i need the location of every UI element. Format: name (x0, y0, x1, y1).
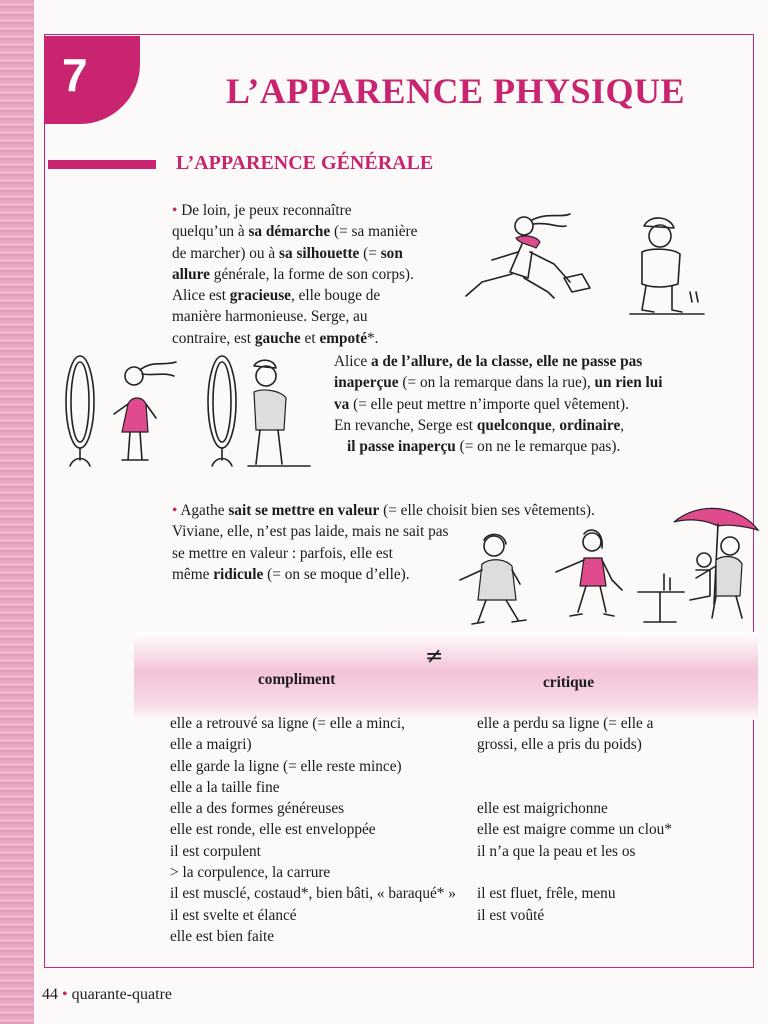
bullet: • (172, 502, 178, 519)
list-item: il est svelte et élancé (170, 906, 297, 924)
section-title: L’APPARENCE GÉNÉRALE (176, 152, 434, 174)
list-item (477, 926, 747, 947)
critique-list (477, 713, 747, 947)
footer-dot: • (62, 986, 68, 1003)
list-item: > la corpulence, la carrure (170, 864, 331, 882)
paragraph-allure: Alice a de l’allure, de la classe, elle ne passe pas inaperçue (= on la remarque dans la rue), un rien lui va (= elle peut mettre n’importe quel vêtement). En revanche, Serge est quelconque, ordinaire, il passe inaperçu (= on ne le remarque pas). (334, 353, 663, 456)
section-bar (48, 160, 156, 169)
critique-header: critique (543, 674, 594, 691)
compliment-header: compliment (258, 671, 336, 688)
comparison-header-background (134, 632, 758, 720)
list-item: il est fluet, frêle, menu (477, 885, 616, 903)
list-item: il est musclé, costaud*, bien bâti, « baraqué* » (170, 885, 456, 903)
list-item: il n’a que la peau et les os (477, 842, 636, 860)
list-item (477, 862, 747, 883)
list-item: elle a perdu sa ligne (= elle a (477, 715, 654, 732)
compliment-list (170, 713, 470, 947)
paragraph-mettre-en-valeur: • Agathe sait se mettre en valeur (= elle choisit bien ses vêtements). Viviane, elle, n’est pas laide, mais ne sait pas se mettre en valeur : parfois, elle est même ridicule (= on se moque d’elle). (172, 502, 595, 583)
list-item: elle a des formes généreuses (170, 800, 345, 818)
paragraph-demarche: • De loin, je peux reconnaître quelqu’un à sa démarche (= sa manière de marcher) ou à sa silhouette (= son allure générale, la forme de son corps). Alice est gracieuse, elle bouge de manière harmonieuse. Serge, au contraire, est gauche et empoté*. (172, 202, 418, 347)
list-item: elle a retrouvé sa ligne (= elle a minci, (170, 715, 406, 732)
list-item: elle est maigrichonne (477, 800, 608, 818)
running-woman-illustration (458, 208, 598, 304)
list-item: il est voûté (477, 906, 545, 924)
viviane-illustration (548, 528, 632, 620)
page-footer (42, 986, 172, 1004)
chapter-title: L’APPARENCE PHYSIQUE (226, 71, 686, 111)
list-item: elle est bien faite (170, 927, 275, 945)
chapter-number: 7 (62, 49, 88, 101)
cafe-umbrella-illustration (630, 500, 760, 626)
man-standing-illustration (620, 210, 708, 320)
bullet: • (172, 202, 178, 219)
list-item: elle est ronde, elle est enveloppée (170, 821, 376, 839)
man-at-mirror-illustration (200, 352, 316, 472)
list-item: il est corpulent (170, 842, 261, 860)
list-item: grossi, elle a pris du poids) (477, 736, 642, 754)
not-equal-symbol: ≠ (425, 644, 444, 669)
page-edge-decoration (0, 0, 34, 1024)
list-item: elle a maigri) (170, 736, 252, 754)
woman-at-mirror-illustration (56, 352, 186, 472)
agathe-illustration (454, 530, 540, 630)
list-item: elle a la taille fine (170, 778, 280, 796)
page-number: 44 (42, 986, 58, 1003)
list-item: elle est maigre comme un clou* (477, 821, 672, 839)
page-number-words: quarante-quatre (71, 986, 172, 1003)
list-item (477, 756, 747, 777)
list-item: elle garde la ligne (= elle reste mince) (170, 757, 402, 775)
list-item (477, 777, 747, 798)
